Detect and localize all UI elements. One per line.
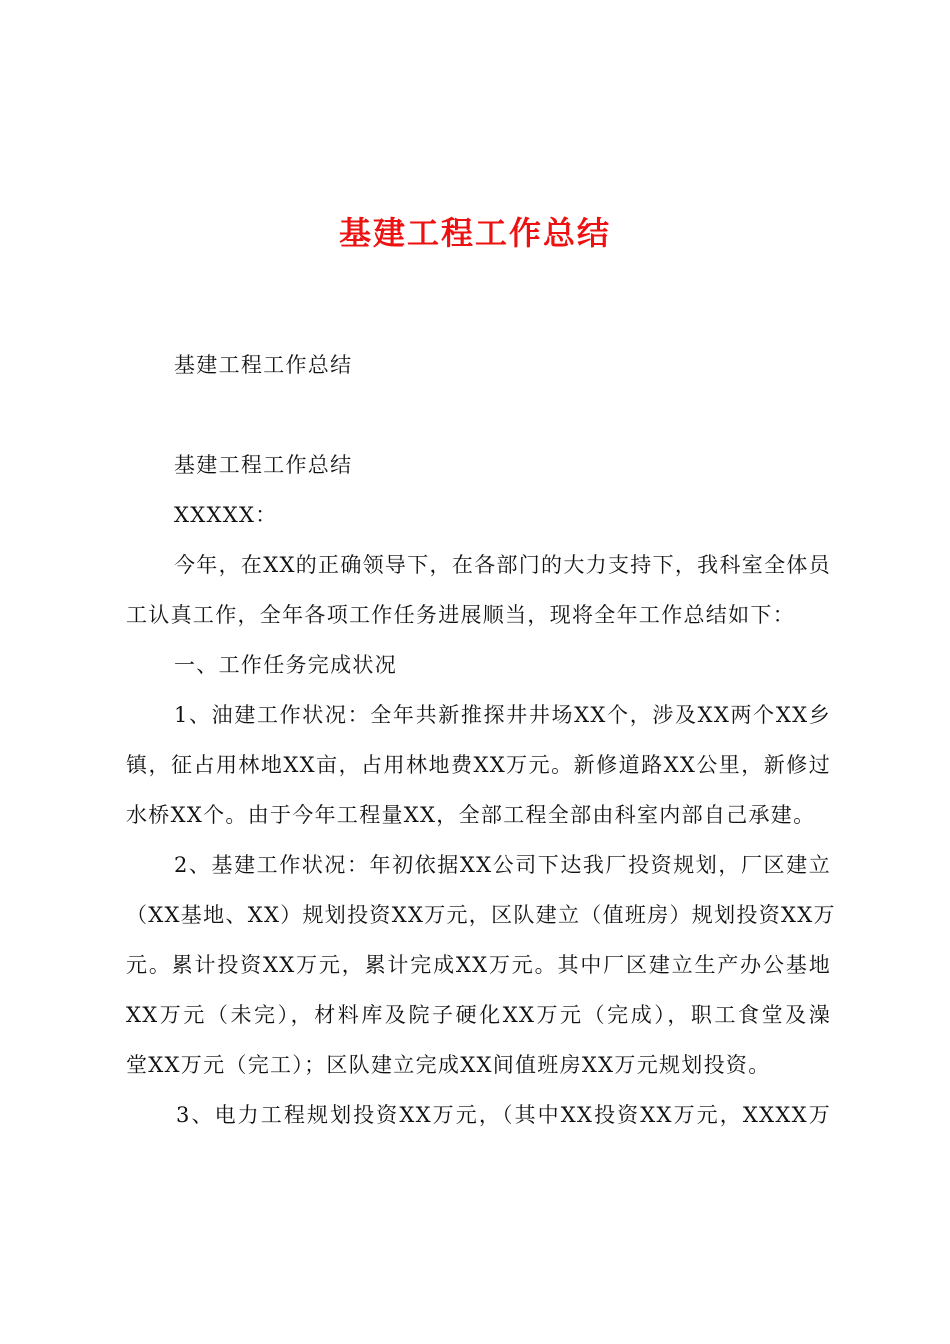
paragraph-line: 今年，在XX的正确领导下，在各部门的大力支持下，我科室全体员 (174, 553, 831, 577)
salutation-line: XXXXX： (174, 503, 278, 527)
paragraph-line: 工认真工作，全年各项工作任务进展顺当，现将全年工作总结如下： (126, 603, 795, 627)
paragraph-line: 2、基建工作状况：年初依据XX公司下达我厂投资规划，厂区建立 (174, 853, 831, 877)
subtitle-line: 基建工程工作总结 (174, 353, 353, 377)
paragraph-line: 元。累计投资XX万元，累计完成XX万元。其中厂区建立生产办公基地 (126, 953, 831, 977)
paragraph-line: 镇，征占用林地XX亩，占用林地费XX万元。新修道路XX公里，新修过 (126, 753, 831, 777)
section-heading: 一、工作任务完成状况 (174, 653, 397, 677)
paragraph-line: XX万元（未完），材料库及院子硬化XX万元（完成），职工食堂及澡 (126, 1003, 831, 1027)
paragraph-line: 堂XX万元（完工）；区队建立完成XX间值班房XX万元规划投资。 (126, 1053, 771, 1077)
document-title: 基建工程工作总结 (338, 214, 611, 252)
paragraph-line: 水桥XX个。由于今年工程量XX，全部工程全部由科室内部自己承建。 (126, 803, 816, 827)
paragraph-line: （XX基地、XX）规划投资XX万元，区队建立（值班房）规划投资XX万 (126, 903, 836, 927)
heading-line: 基建工程工作总结 (174, 453, 353, 477)
paragraph-line: 3、电力工程规划投资XX万元，（其中XX投资XX万元，XXXX万 (176, 1103, 831, 1127)
paragraph-line: 1、油建工作状况：全年共新推探井井场XX个，涉及XX两个XX乡 (174, 703, 831, 727)
